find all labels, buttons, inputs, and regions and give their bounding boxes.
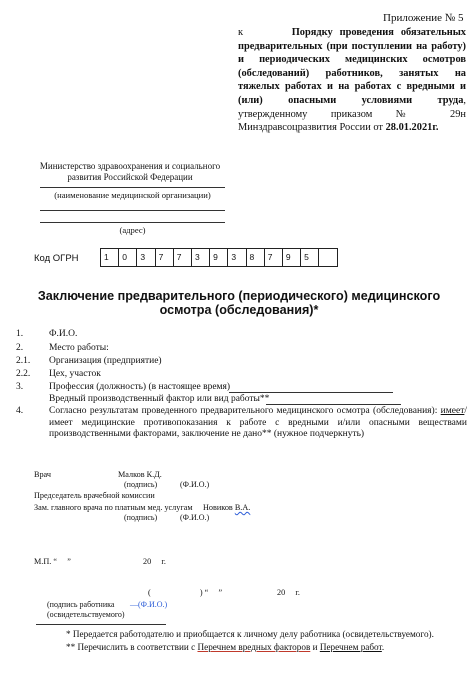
- conclusion-underlined: имеет: [440, 406, 465, 416]
- ogrn-label: Код ОГРН: [34, 253, 79, 264]
- ogrn-digit: 0: [119, 249, 137, 266]
- harmful-factor-line: [266, 404, 401, 405]
- footnotes: [66, 628, 466, 654]
- org-name-line: [40, 187, 225, 188]
- fio-caption: (Ф.И.О.): [180, 513, 210, 522]
- item-number: 4.: [16, 406, 24, 416]
- item-fio-label: Ф.И.О.: [49, 329, 78, 339]
- conclusion-after: /имеет медицинские противопоказания к работе с вредными и/или опасными веществами производственными факторами, заключение не дано** (нужное подчеркнуть): [49, 406, 467, 439]
- doctor-name: Малков К.Д.: [118, 470, 162, 479]
- address-caption: (адрес): [119, 225, 146, 235]
- deputy-label: Зам. главного врача по платным мед. услугам: [34, 503, 193, 512]
- annex-prefix: к: [238, 27, 244, 38]
- worker-year: 20 г.: [277, 588, 300, 597]
- annex-reference: [238, 26, 466, 135]
- item-number: 2.: [16, 343, 24, 353]
- ogrn-digit: 7: [265, 249, 283, 266]
- item-number: 3.: [16, 382, 24, 392]
- annex-title: Приложение № 5: [383, 12, 464, 24]
- ogrn-digit: 5: [301, 249, 319, 266]
- ogrn-digit: 9: [210, 249, 228, 266]
- annex-bold-text: Порядку проведения обязательных предварительных (при поступлении на работу) и периодических медицинских осмотров (обследований) работников, занятых на тяжелых работах и на работах с вредными и (или) опасными условиями труда: [238, 27, 467, 106]
- witnessed-caption: (освидетельствуемого): [47, 610, 125, 619]
- doctor-label: Врач: [34, 470, 51, 479]
- item-conclusion-text: [49, 406, 467, 441]
- worker-fio-caption: —(Ф.И.О.): [130, 600, 168, 609]
- ogrn-digit: 3: [228, 249, 246, 266]
- ogrn-digit: 3: [192, 249, 210, 266]
- ministry-name: Министерство здравоохранения и социального развития Российской Федерации: [39, 161, 221, 182]
- item-number: 2.1.: [16, 356, 31, 366]
- item-organization-label: Организация (предприятие): [49, 356, 162, 366]
- annex-date: 28.01.2021г.: [385, 122, 439, 134]
- ogrn-digit-empty: [319, 249, 337, 266]
- deputy-name-plain: Новиков: [203, 503, 233, 512]
- footnote-2-prefix: ** Перечислить в соответствии с: [66, 642, 198, 652]
- ogrn-code-boxes: [100, 248, 338, 267]
- deputy-name-initials: В.А.: [234, 503, 251, 512]
- footnote-1: * Передается работодателю и приобщается к личному делу работника (освидетельствуемого).: [66, 629, 434, 639]
- ogrn-digit: 9: [283, 249, 301, 266]
- org-line-3: [40, 222, 225, 223]
- item-number: 2.2.: [16, 369, 31, 379]
- org-line-2: [40, 210, 225, 211]
- annex-rest-text: , утвержденному приказом № 29н Минздравсоцразвития России от: [238, 94, 466, 134]
- ogrn-digit: 7: [156, 249, 174, 266]
- ogrn-digit: 1: [101, 249, 119, 266]
- fio-caption: (Ф.И.О.): [180, 480, 210, 489]
- item-profession-label: Профессия (должность) (в настоящее время): [49, 382, 231, 392]
- stamp-year: 20 г.: [143, 557, 166, 566]
- document-title: Заключение предварительного (периодического) медицинского осмотра (обследования)*: [37, 289, 441, 317]
- item-workplace-label: Место работы:: [49, 343, 109, 353]
- footnote-2-end: .: [381, 642, 385, 652]
- worker-sign-caption: (подпись работника: [47, 600, 115, 609]
- deputy-name: [203, 503, 250, 512]
- worker-date-line: ( ) “ ”: [148, 588, 223, 597]
- item-number: 1.: [16, 329, 24, 339]
- conclusion-before: Согласно результатам проведенного предварительного медицинского осмотра (обследования):: [49, 406, 438, 416]
- footnote-2-mid: и: [310, 642, 320, 652]
- item-harmful-factor-label: Вредный производственный фактор или вид работы**: [49, 394, 270, 404]
- footnote-2: [66, 641, 466, 654]
- org-name-caption: (наименование медицинской организации): [54, 190, 211, 200]
- item-department-label: Цех, участок: [49, 369, 101, 379]
- works-list-link[interactable]: Перечнем работ: [319, 642, 382, 652]
- sign-caption: (подпись): [124, 513, 158, 522]
- commission-chair-label: Председатель врачебной комиссии: [34, 491, 155, 500]
- profession-line: [229, 392, 393, 393]
- stamp-date-line: М.П. “ ”: [34, 557, 71, 566]
- ogrn-digit: 8: [247, 249, 265, 266]
- ogrn-digit: 3: [137, 249, 155, 266]
- sign-caption: (подпись): [124, 480, 158, 489]
- harmful-factors-link[interactable]: Перечнем вредных факторов: [197, 642, 311, 652]
- footnote-separator: [36, 624, 166, 625]
- ogrn-digit: 7: [174, 249, 192, 266]
